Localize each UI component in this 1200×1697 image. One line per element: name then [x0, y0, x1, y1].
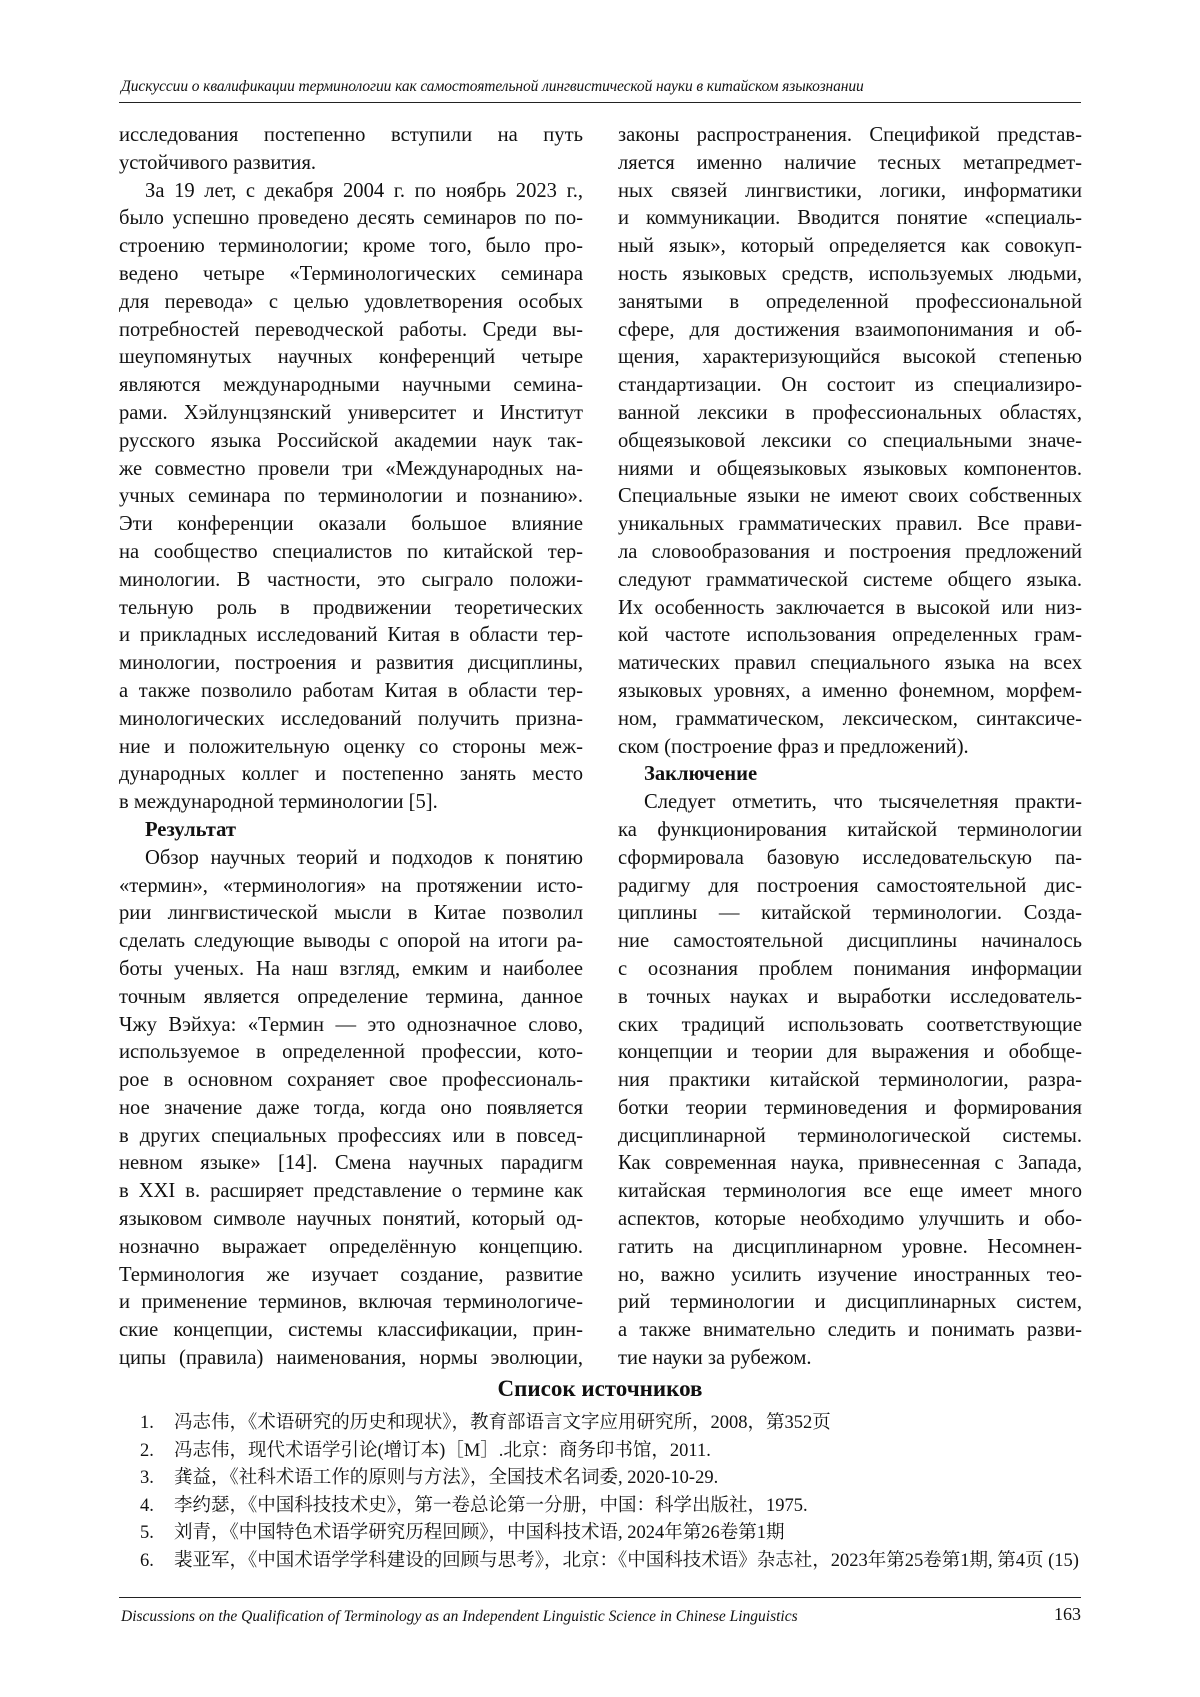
text-line: ских традиций использовать соответствующие: [618, 1013, 1082, 1036]
text-line: но, важно усилить изучение иностранных тео-: [618, 1263, 1082, 1286]
text-line: шеупомянутых научных конференций четыре: [119, 346, 583, 369]
reference-text: 龚益，《社科术语工作的原则与方法》，全国技术名词委, 2020-10-29.: [174, 1468, 719, 1489]
text-line: тие науки за рубежом.: [618, 1347, 812, 1370]
text-line: ском (построение фраз и предложений).: [618, 735, 969, 758]
text-line: в международной терминологии [5].: [119, 791, 438, 814]
footer-divider: [119, 1597, 1081, 1598]
text-line: тельную роль в продвижении теоретических: [119, 596, 583, 619]
text-line: ниями и общеязыковых языковых компонентов.: [618, 457, 1082, 480]
reference-number: 2.: [140, 1440, 154, 1461]
text-line: ла словообразования и построения предложений: [618, 540, 1082, 563]
text-line: являются международными научными семина-: [119, 374, 583, 397]
text-line: точным является определение термина, данное: [119, 985, 583, 1008]
left-column: [119, 122, 583, 1373]
text-line: рами. Хэйлунцзянский университет и Институт: [119, 401, 583, 424]
text-line: на сообщество специалистов по китайской тер-: [119, 540, 583, 563]
text-line: Как современная наука, привнесенная с Запада,: [618, 1152, 1082, 1175]
text-line: а также внимательно следить и понимать разви-: [618, 1319, 1082, 1342]
reference-text: 冯志伟，现代术语学引论(增订本)［M］.北京：商务印书馆，2011.: [174, 1440, 711, 1461]
running-footer: Discussions on the Qualification of Terminology as an Independent Linguistic Science in Chinese Linguistics: [121, 1608, 798, 1625]
text-line: «термин», «терминология» на протяжении исто-: [119, 874, 583, 897]
reference-number: 1.: [140, 1413, 154, 1433]
reference-number: 4.: [140, 1495, 154, 1516]
text-line: Следует отметить, что тысячелетняя практи-: [644, 791, 1082, 814]
text-line: боты ученых. На наш взгляд, емким и наиболее: [119, 957, 583, 980]
text-line: в других специальных профессиях или в повсед-: [119, 1124, 583, 1147]
text-line: концепции и теории для выражения и обобще-: [618, 1041, 1082, 1064]
text-line: рии лингвистической мысли в Китае позволил: [119, 902, 583, 925]
text-line: следуют грамматической системе общего языка.: [618, 568, 1082, 591]
reference-item: [140, 1410, 1100, 1438]
text-line: занятыми в определенной профессиональной: [618, 290, 1082, 313]
text-line: исследования постепенно вступили на путь: [119, 124, 583, 146]
text-line: Чжу Вэйхуа: «Термин — это однозначное слово,: [119, 1013, 583, 1036]
text-line: минологии. В частности, это сыграло положи-: [119, 568, 583, 591]
text-line: и коммуникации. Вводится понятие «специаль-: [618, 207, 1082, 230]
text-line: минологии, построения и развития дисциплины,: [119, 652, 583, 675]
text-line: гатить на дисциплинарном уровне. Несомнен-: [618, 1235, 1082, 1258]
reference-item: [140, 1438, 1100, 1466]
text-line: ботки теории терминоведения и формирования: [618, 1096, 1082, 1119]
text-line: ность языковых средств, используемых людьми,: [618, 262, 1082, 285]
text-line: в точных науках и выработки исследователь-: [618, 985, 1082, 1008]
text-line: учных семинара по терминологии и познанию».: [119, 485, 583, 508]
text-line: ный язык», который определяется как совокуп-: [618, 235, 1082, 258]
reference-text: 刘青，《中国特色术语学研究历程回顾》，中国科技术语, 2024年第26卷第1期: [174, 1523, 785, 1544]
text-line: ведено четыре «Терминологических семинара: [119, 262, 583, 285]
text-line: Эти конференции оказали большое влияние: [119, 513, 583, 536]
text-line: дународных коллег и постепенно занять место: [119, 763, 583, 786]
text-line: для перевода» с целью удовлетворения особых: [119, 290, 583, 313]
section-heading: Заключение: [644, 763, 758, 786]
text-line: китайская терминология все еще имеет много: [618, 1180, 1082, 1203]
text-line: и прикладных исследований Китая в области тер-: [119, 624, 583, 647]
reference-text: 冯志伟，《术语研究的历史和现状》，教育部语言文字应用研究所，2008，第352页: [174, 1413, 831, 1433]
text-line: ние и положительную оценку со стороны меж-: [119, 735, 583, 758]
text-line: радигму для построения самостоятельной дис-: [618, 874, 1082, 897]
text-line: дисциплинарной терминологической системы.: [618, 1124, 1082, 1147]
text-line: же совместно провели три «Международных на-: [119, 457, 583, 480]
text-line: Обзор научных теорий и подходов к понятию: [145, 846, 583, 869]
reference-item: [140, 1520, 1100, 1548]
text-line: законы распространения. Спецификой представ-: [618, 124, 1082, 146]
references-title: Список источников: [497, 1376, 703, 1401]
text-line: ном, грамматическом, лексическом, синтаксиче-: [618, 707, 1082, 730]
reference-text: 裴亚军，《中国术语学学科建设的回顾与思考》，北京：《中国科技术语》杂志社，2023年第25卷第1期, 第4页 (15): [174, 1550, 1079, 1571]
text-line: циплины — китайской терминологии. Созда-: [618, 902, 1082, 925]
text-line: рое в основном сохраняет свое профессиональ-: [119, 1069, 583, 1092]
references-list: [140, 1410, 1100, 1576]
header-divider: [119, 102, 1081, 103]
text-line: нозначно выражает определённую концепцию.: [119, 1235, 583, 1258]
page-number: 163: [1054, 1604, 1081, 1624]
text-line: языковом символе научных понятий, который од-: [119, 1208, 583, 1231]
text-line: уникальных грамматических правил. Все прави-: [618, 513, 1082, 536]
section-heading: Результат: [145, 818, 236, 841]
text-line: общеязыковой лексики со специальными значе-: [618, 429, 1082, 452]
text-line: сфере, для достижения взаимопонимания и об-: [618, 318, 1082, 341]
text-line: ские концепции, системы классификации, прин-: [119, 1319, 583, 1342]
text-line: матических правил специального языка на всех: [618, 652, 1082, 675]
text-line: в XXI в. расширяет представление о термине как: [119, 1180, 583, 1203]
text-line: ляется именно наличие тесных метапредмет-: [618, 151, 1082, 174]
text-line: с осознания проблем понимания информации: [618, 957, 1082, 980]
text-line: языковых уровнях, а именно фонемном, морфем-: [618, 679, 1082, 702]
text-line: Их особенность заключается в высокой или низ-: [618, 596, 1082, 619]
running-header: Дискуссии о квалификации терминологии как самостоятельной лингвистической науки в китайском языкознании: [121, 78, 864, 95]
reference-item: [140, 1548, 1100, 1576]
text-line: минологических исследований получить призна-: [119, 707, 583, 730]
text-line: строению терминологии; кроме того, было про-: [119, 235, 583, 258]
text-line: ка функционирования китайской терминологии: [618, 818, 1082, 841]
reference-item: [140, 1493, 1100, 1521]
text-line: сделать следующие выводы с опорой на итоги ра-: [119, 930, 583, 953]
text-line: За 19 лет, с декабря 2004 г. по ноябрь 2023 г.,: [145, 179, 583, 202]
text-line: Терминология же изучает создание, развитие: [119, 1263, 583, 1286]
text-line: используемое в определенной профессии, кото-: [119, 1041, 583, 1064]
text-line: ное значение даже тогда, когда оно появляется: [119, 1096, 583, 1119]
text-line: стандартизации. Он состоит из специализиро-: [618, 374, 1082, 397]
text-line: рий терминологии и дисциплинарных систем,: [618, 1291, 1082, 1314]
text-line: кой частоте использования определенных грам-: [618, 624, 1082, 647]
text-line: сформировала базовую исследовательскую па-: [618, 846, 1082, 869]
text-line: потребностей переводческой работы. Среди вы-: [119, 318, 583, 341]
text-line: Специальные языки не имеют своих собственных: [618, 485, 1082, 508]
reference-text: 李约瑟，《中国科技技术史》，第一卷总论第一分册，中国：科学出版社，1975.: [174, 1495, 808, 1516]
text-line: и применение терминов, включая терминологиче-: [119, 1291, 583, 1314]
reference-number: 3.: [140, 1468, 154, 1489]
text-line: ных связей лингвистики, логики, информатики: [618, 179, 1082, 202]
text-line: невном языке» [14]. Смена научных парадигм: [119, 1152, 583, 1175]
text-line: аспектов, которые необходимо улучшить и обо-: [618, 1208, 1082, 1231]
reference-item: [140, 1465, 1100, 1493]
text-line: было успешно проведено десять семинаров по по-: [119, 207, 583, 230]
text-line: ния практики китайской терминологии, разра-: [618, 1069, 1082, 1092]
text-line: устойчивого развития.: [119, 151, 317, 174]
right-column: [618, 122, 1082, 1373]
text-line: ципы (правила) наименования, нормы эволюции,: [119, 1347, 583, 1370]
text-line: а также позволило работам Китая в области тер-: [119, 679, 583, 702]
reference-number: 5.: [140, 1523, 154, 1544]
text-line: русского языка Российской академии наук так-: [119, 429, 583, 452]
text-line: ванной лексики в профессиональных областях,: [618, 401, 1082, 424]
text-line: ние самостоятельной дисциплины начиналось: [618, 930, 1082, 953]
reference-number: 6.: [140, 1550, 154, 1571]
text-line: щения, характеризующийся высокой степенью: [618, 346, 1082, 369]
